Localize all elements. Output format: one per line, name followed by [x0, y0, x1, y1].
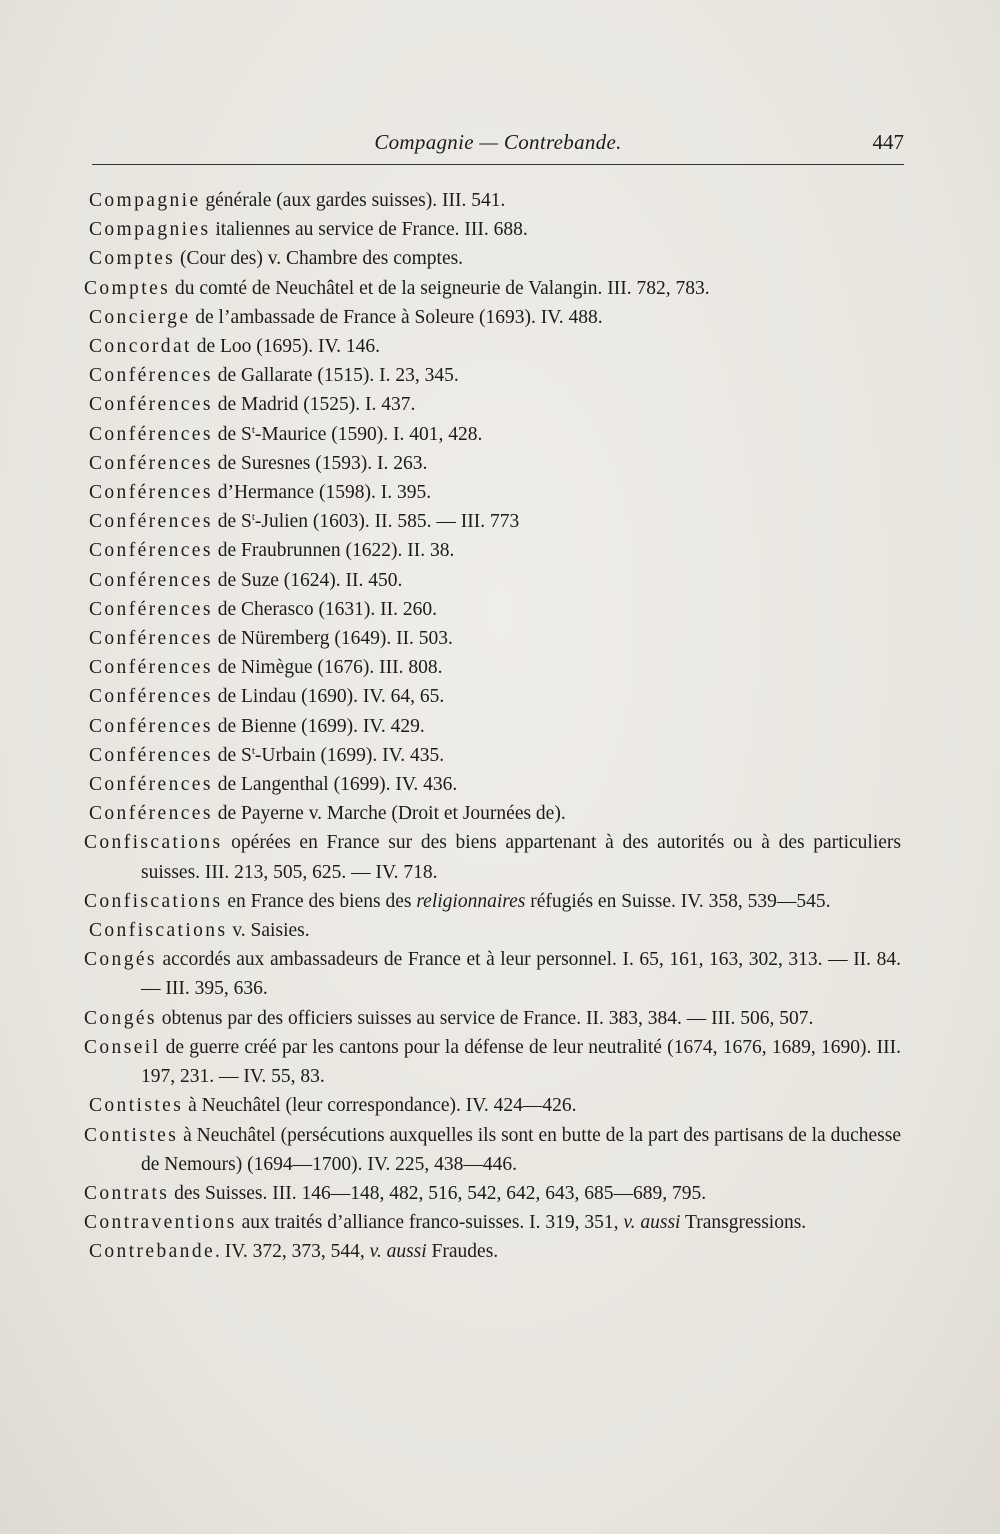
- entry-heading: Contraventions: [84, 1212, 237, 1234]
- entry-text-prefix: de S: [212, 511, 252, 533]
- entry-heading: Confiscations: [84, 832, 223, 854]
- entry-text: des Suisses. III. 146—148, 482, 516, 542, 642, 643, 685—689, 795.: [169, 1182, 707, 1204]
- entry-text: de Nimègue (1676). III. 808.: [212, 657, 443, 679]
- superscript: t: [251, 511, 255, 524]
- entry-text: de Cherasco (1631). II. 260.: [212, 598, 438, 620]
- index-entry: [0, 449, 903, 478]
- entry-text: obtenus par des officiers suisses au service de France. II. 383, 384. — III. 506, 507.: [156, 1007, 814, 1029]
- index-entry: [0, 566, 903, 595]
- entry-heading: Concierge: [89, 306, 191, 328]
- entry-heading: Conseil: [84, 1036, 161, 1058]
- entry-heading: Conférences: [89, 803, 213, 825]
- entry-text: de Gallarate (1515). I. 23, 345.: [212, 365, 459, 387]
- index-entry: [0, 741, 903, 770]
- entry-heading: Compagnies: [89, 219, 211, 241]
- entry-heading: Conférences: [89, 365, 213, 387]
- index-entry: [0, 215, 903, 244]
- running-title: Compagnie — Contrebande.: [374, 130, 622, 154]
- entry-heading: Contrebande: [89, 1241, 216, 1263]
- entry-text: de Madrid (1525). I. 437.: [212, 394, 416, 416]
- index-entry: [0, 1237, 903, 1266]
- index-entry: [0, 536, 903, 565]
- index-entry: [0, 478, 903, 507]
- entry-heading: Contistes: [84, 1124, 179, 1146]
- entry-text: accordés aux ambassadeurs de France et à leur personnel. I. 65, 161, 163, 302, 313. — II. 84. — III. 395, 636.: [141, 949, 901, 1000]
- index-entry: [0, 186, 903, 215]
- entry-heading: Congés: [84, 949, 157, 971]
- index-entry: [0, 1033, 901, 1091]
- page-number: 447: [872, 130, 904, 154]
- entry-heading: Comptes: [84, 277, 171, 299]
- index-entry: [0, 244, 903, 273]
- index-entry: [0, 770, 903, 799]
- entry-heading: Congés: [84, 1007, 157, 1029]
- index-entry: [0, 1091, 903, 1120]
- entry-text-prefix: aux traités d’alliance franco-suisses. I. 319, 351,: [236, 1212, 624, 1234]
- index-entry: [0, 799, 903, 828]
- entry-text: de Fraubrunnen (1622). II. 38.: [212, 540, 455, 562]
- index-entry: [0, 916, 903, 945]
- entry-text: de Suresnes (1593). I. 263.: [212, 452, 428, 474]
- entry-heading: Conférences: [89, 452, 213, 474]
- entry-text: de Payerne v. Marche (Droit et Journées de).: [212, 803, 566, 825]
- entry-heading: Conférences: [89, 774, 213, 796]
- entry-italic: v. aussi: [369, 1241, 427, 1263]
- index-entry: [0, 361, 903, 390]
- entry-heading: Conférences: [89, 628, 213, 650]
- entry-text: de Bienne (1699). IV. 429.: [212, 715, 425, 737]
- entry-text: opérées en France sur des biens appartenant à des autorités ou à des particuliers suisses. III. 213, 505, 625. — IV. 718.: [141, 832, 901, 883]
- entry-text: réfugiés en Suisse. IV. 358, 539—545.: [525, 890, 831, 912]
- entry-text: de Nüremberg (1649). II. 503.: [212, 628, 453, 650]
- entry-text: à Neuchâtel (leur correspondance). IV. 424—426.: [183, 1095, 577, 1117]
- entry-text: de guerre créé par les cantons pour la défense de leur neutralité (1674, 1676, 1689, 1690). III. 197, 231. — IV. 55, 83.: [141, 1036, 901, 1088]
- index-entry: [0, 507, 903, 536]
- index-entry: [0, 712, 903, 741]
- header-rule: [92, 164, 904, 165]
- entry-heading: Conférences: [89, 715, 213, 737]
- entry-text: à Neuchâtel (persécutions auxquelles ils sont en butte de la part des partisans de la duchesse de Nemours) (1694—1700). IV. 225, 438—446.: [141, 1124, 901, 1175]
- index-entry: [0, 595, 903, 624]
- entry-text: d’Hermance (1598). I. 395.: [212, 482, 432, 504]
- entry-heading: Concordat: [89, 336, 192, 358]
- entry-text: générale (aux gardes suisses). III. 541.: [200, 190, 506, 211]
- entry-text-prefix: en France des biens des: [222, 890, 417, 912]
- entry-text: de Suze (1624). II. 450.: [212, 569, 403, 591]
- index-entry: [0, 624, 903, 653]
- index-entry: [0, 887, 901, 916]
- index-entries: [0, 186, 1000, 1267]
- entry-text: -Julien (1603). II. 585. — III. 773: [254, 511, 520, 533]
- entry-italic: v. aussi: [623, 1212, 681, 1234]
- page-header: [92, 130, 904, 162]
- entry-text: Transgressions.: [680, 1212, 807, 1234]
- index-entry: [0, 1121, 901, 1179]
- entry-text: de l’ambassade de France à Soleure (1693). IV. 488.: [190, 306, 603, 328]
- index-entry: [0, 274, 901, 303]
- entry-heading: Conférences: [89, 394, 213, 416]
- entry-text: de Loo (1695). IV. 146.: [191, 336, 380, 358]
- index-entry: [0, 653, 903, 682]
- entry-heading: Conférences: [89, 686, 213, 708]
- entry-heading: Confiscations: [89, 920, 228, 942]
- entry-heading: Conférences: [89, 540, 213, 562]
- entry-heading: Comptes: [89, 248, 176, 270]
- index-entry: [0, 828, 901, 886]
- entry-heading: Conférences: [89, 423, 213, 445]
- entry-heading: Conférences: [89, 657, 213, 679]
- entry-heading: Contistes: [89, 1095, 184, 1117]
- index-entry: [0, 1208, 901, 1237]
- index-entry: [0, 332, 903, 361]
- index-entry: [0, 682, 903, 711]
- index-entry: [0, 420, 903, 449]
- entry-text: italiennes au service de France. III. 688.: [210, 219, 528, 241]
- entry-text: -Urbain (1699). IV. 435.: [254, 744, 445, 766]
- entry-text: du comté de Neuchâtel et de la seigneurie de Valangin. III. 782, 783.: [170, 277, 710, 299]
- entry-heading: Conférences: [89, 569, 213, 591]
- entry-heading: Conférences: [89, 511, 213, 533]
- entry-text-prefix: . IV. 372, 373, 544,: [215, 1241, 370, 1263]
- entry-italic: religionnaires: [416, 890, 526, 912]
- entry-text: Fraudes.: [426, 1241, 499, 1263]
- entry-text: (Cour des) v. Chambre des comptes.: [175, 248, 464, 270]
- entry-heading: Conférences: [89, 482, 213, 504]
- entry-heading: Confiscations: [84, 890, 223, 912]
- entry-text: de Lindau (1690). IV. 64, 65.: [212, 686, 445, 708]
- superscript: t: [251, 423, 255, 436]
- entry-text-prefix: de S: [212, 744, 252, 766]
- entry-text: de Langenthal (1699). IV. 436.: [212, 774, 458, 796]
- index-entry: [0, 1004, 901, 1033]
- entry-heading: Conférences: [89, 598, 213, 620]
- index-entry: [0, 1179, 901, 1208]
- index-entry: [0, 303, 903, 332]
- index-entry: [0, 945, 901, 1003]
- index-entry: [0, 390, 903, 419]
- entry-text-prefix: de S: [212, 423, 252, 445]
- entry-text: v. Saisies.: [227, 920, 310, 942]
- entry-heading: Contrats: [84, 1182, 170, 1204]
- entry-text: -Maurice (1590). I. 401, 428.: [254, 423, 483, 445]
- entry-heading: Compagnie: [89, 190, 201, 211]
- entry-heading: Conférences: [89, 744, 213, 766]
- superscript: t: [251, 744, 255, 757]
